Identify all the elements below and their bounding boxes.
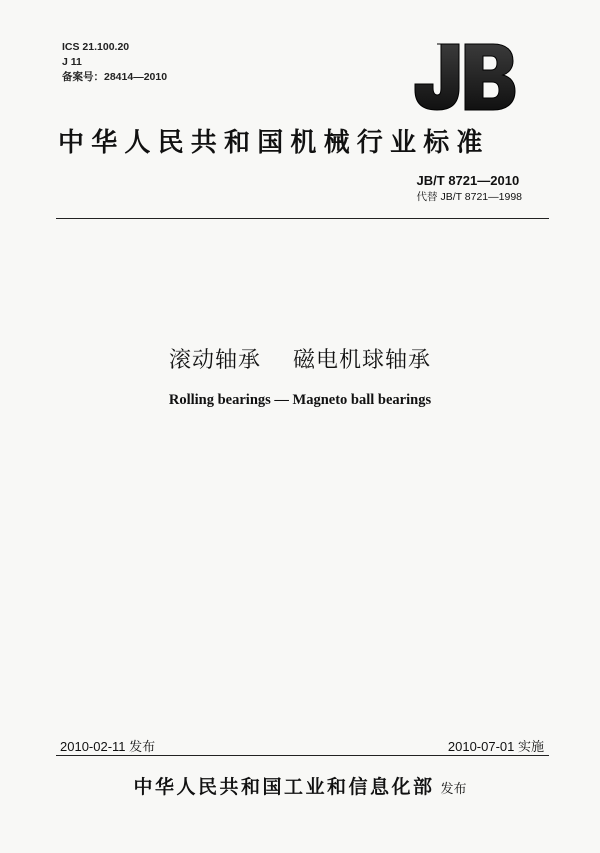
standard-code-block (417, 172, 522, 205)
jb-logo (407, 38, 519, 114)
document-title-english: Rolling bearings — Magneto ball bearings (168, 392, 432, 408)
standard-number: JB/T 8721—2010 (416, 173, 520, 188)
publisher-line (0, 772, 600, 799)
issue-date: 2010-02-11 发布 (60, 739, 156, 754)
document-title-chinese: 滚动轴承 磁电机球轴承 (169, 348, 431, 373)
implementation-date: 2010-07-01 实施 (447, 739, 544, 754)
top-divider (56, 218, 549, 219)
publisher-org: 中华人民共和国工业和信息化部 (133, 776, 435, 798)
classification-block (62, 40, 167, 85)
replaces-note: 代替 JB/T 8721—1998 (416, 191, 522, 203)
ics-code: ICS 21.100.20 (62, 41, 130, 53)
bottom-divider (56, 755, 549, 756)
filing-number: 备案号：28414—2010 (62, 71, 168, 83)
publisher-verb: 发布 (440, 782, 467, 797)
class-code: J 11 (62, 56, 82, 68)
standard-title: 中华人民共和国机械行业标准 (58, 128, 490, 158)
